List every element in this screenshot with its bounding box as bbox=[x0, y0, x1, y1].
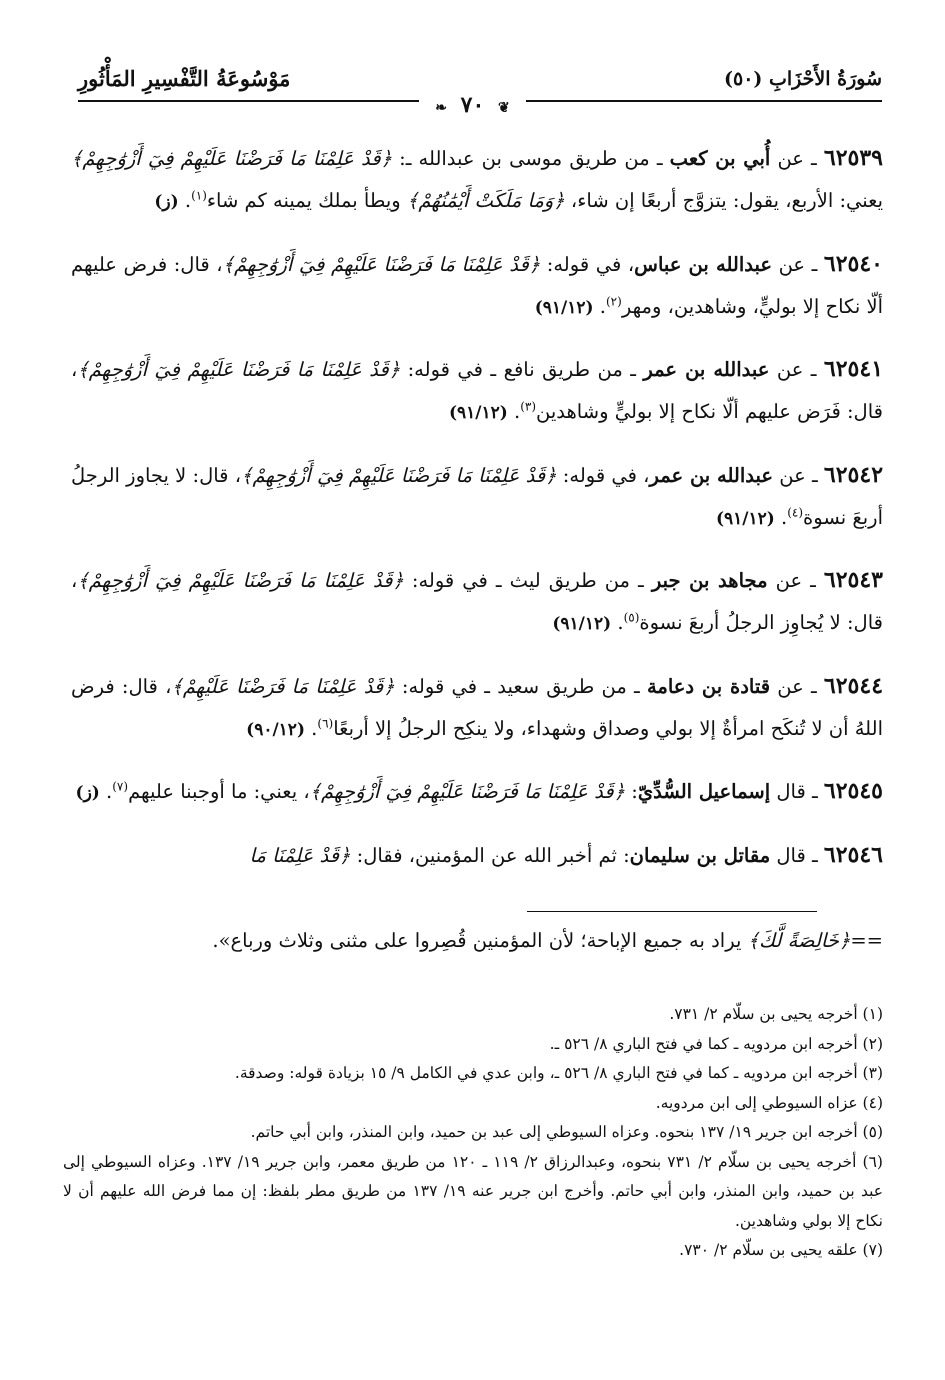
entry-text: : ثم أخبر الله عن المؤمنين، فقال: bbox=[350, 843, 630, 867]
entry-intro: ـ عن bbox=[770, 674, 824, 698]
entry-number: ٦٢٥٤٣ bbox=[823, 567, 883, 593]
entry-text: ، قال: فرض اللهُ أن لا تُنكَح امرأةٌ إلا بولي وصداق وشهداء، ولا ينكِح الرجلُ إلا أربعًا bbox=[71, 674, 883, 740]
sura-title: سُورَةُ الأَحْزَابِ (٥٠) bbox=[723, 68, 882, 90]
footnote: (٧) علقه يحيى بن سلّام ٢/ ٧٣٠. bbox=[679, 1241, 883, 1259]
quran-quote: ﴿قَدْ عَلِمْنَا مَا فَرَضْنَا عَلَيْهِمْ فِيٓ أَزْوَٰجِهِمْ﴾ bbox=[309, 780, 626, 803]
footnote: (٣) أخرجه ابن مردويه ـ كما في فتح الباري ٨/ ٥٢٦ ـ، وابن عدي في الكامل ٩/ ١٥ بزيادة قوله: وصدقة. bbox=[234, 1064, 883, 1082]
narrator-name: مقاتل بن سليمان bbox=[629, 843, 771, 867]
quran-quote: ﴿قَدْ عَلِمْنَا مَا فَرَضْنَا عَلَيْهِمْ﴾ bbox=[171, 674, 395, 698]
quran-quote: ﴿قَدْ عَلِمْنَا مَا فَرَضْنَا عَلَيْهِمْ فِيٓ أَزْوَٰجِهِمْ﴾ bbox=[241, 463, 557, 487]
entry bbox=[71, 665, 883, 751]
footnote-marker: (٧) bbox=[112, 779, 129, 794]
page-number: ٧٠ bbox=[460, 92, 485, 118]
entry-text: ، في قوله: bbox=[556, 463, 650, 487]
entry bbox=[71, 834, 883, 877]
entry-text: ويطأ بملك يمينه كم شاء bbox=[206, 189, 407, 212]
volume-reference: (٩١/١٢) bbox=[715, 508, 775, 529]
entry-text: ـ من طريق ليث ـ في قوله: bbox=[403, 569, 652, 592]
entry-intro: ـ عن bbox=[769, 358, 824, 381]
entry-text: ـ من طريق نافع ـ في قوله: bbox=[400, 358, 644, 381]
entry bbox=[71, 454, 883, 540]
entry-intro: ـ قال bbox=[770, 843, 824, 867]
entry-text: . bbox=[507, 400, 521, 423]
entry-text: ، قال: فَرَض عليهم ألّا نكاح إلا بوليٍّ وشاهدين bbox=[71, 358, 883, 423]
quran-quote: ﴿قَدْ عَلِمْنَا مَا فَرَضْنَا عَلَيْهِمْ فِيٓ أَزْوَٰجِهِمْ﴾ bbox=[71, 147, 392, 170]
footnote-marker: (٤) bbox=[787, 505, 804, 519]
narrator-name: عبدالله بن عمر bbox=[649, 463, 774, 487]
entry-text: ، في قوله: bbox=[540, 252, 635, 276]
entry-text: ، قال: لا يجاوز الرجلُ أربعَ نسوة bbox=[71, 463, 883, 529]
footnote-marker: (٢) bbox=[605, 294, 622, 308]
narrator-name: عبدالله بن عمر bbox=[643, 358, 770, 381]
entry-intro: ـ عن bbox=[767, 569, 824, 592]
continuation-marker: == bbox=[850, 929, 883, 952]
volume-reference: (ز) bbox=[75, 783, 100, 803]
entry-text: ، قال: لا يُجاوِز الرجلُ أربعَ نسوة bbox=[71, 569, 883, 634]
book-title: مَوْسُوعَةُ التَّفْسِيرِ المَأْثُورِ bbox=[78, 66, 291, 91]
footnote: (٢) أخرجه ابن مردويه ـ كما في فتح الباري ٨/ ٥٢٦ ـ. bbox=[549, 1034, 883, 1053]
footnote-separator bbox=[527, 911, 817, 912]
footnote: (٤) عزاه السيوطي إلى ابن مردويه. bbox=[655, 1093, 883, 1112]
quran-quote: ﴿خَالِصَةً لَّكَ﴾ bbox=[747, 929, 851, 952]
entry bbox=[71, 559, 883, 645]
volume-reference: (٩١/١٢) bbox=[534, 297, 594, 318]
entry-number: ٦٢٥٣٩ bbox=[823, 145, 883, 171]
footnote-marker: (٣) bbox=[520, 399, 537, 414]
entry-text: : bbox=[625, 780, 638, 803]
entry-number: ٦٢٥٤٢ bbox=[823, 461, 884, 488]
entry bbox=[71, 348, 883, 434]
ornament-icon: ❧ bbox=[435, 100, 447, 116]
narrator-name: مجاهد بن جبر bbox=[651, 569, 768, 592]
quran-quote: ﴿وَمَا مَلَكَتْ أَيْمَٰنُهُمْ﴾ bbox=[406, 189, 565, 212]
entry-number: ٦٢٥٤٤ bbox=[823, 672, 884, 699]
entry-number: ٦٢٥٤٠ bbox=[823, 250, 883, 277]
footnote: (٦) أخرجه يحيى بن سلّام ٢/ ٧٣١ بنحوه، وعبدالرزاق ٢/ ١١٩ ـ ١٢٠ من طريق معمر، وابن جرير ١٩/ ١٣٧. وعزاه السيوطي إلى عبد بن حميد، وابن المنذر، وابن أبي حاتم. وأخرج ابن جرير عنه ١٩/ ١٣٧ من طريق مطر بلفظ: إن مما فرض الله عليهم أن لا نكاح إلا بولي وشاهدين. bbox=[63, 1152, 884, 1230]
quran-quote: ﴿قَدْ عَلِمْنَا مَا فَرَضْنَا عَلَيْهِمْ فِيٓ أَزْوَٰجِهِمْ﴾ bbox=[77, 358, 401, 381]
entry bbox=[71, 137, 883, 223]
entry-text: . bbox=[304, 716, 318, 740]
quran-quote: ﴿قَدْ عَلِمْنَا مَا فَرَضْنَا عَلَيْهِمْ فِيٓ أَزْوَٰجِهِمْ﴾ bbox=[222, 252, 541, 276]
quran-quote: ﴿قَدْ عَلِمْنَا مَا bbox=[249, 843, 351, 867]
footnotes bbox=[63, 1000, 883, 1266]
narrator-name: إسماعيل السُّدِّيّ bbox=[637, 780, 771, 803]
footnote-continuation bbox=[63, 920, 883, 962]
footnote-marker: (٥) bbox=[623, 610, 640, 625]
entry bbox=[71, 770, 883, 814]
volume-reference: (٩٠/١٢) bbox=[246, 719, 305, 740]
narrator-name: عبدالله بن عباس bbox=[634, 252, 773, 276]
entry-text: ، يعني: ما أوجبنا عليهم bbox=[128, 780, 310, 803]
continuation-text: يراد به جميع الإباحة؛ لأن المؤمنين قُصِروا على مثنى وثلاث ورباع». bbox=[212, 929, 748, 952]
entry-text: ـ من طريق سعيد ـ في قوله: bbox=[394, 674, 647, 698]
entry-text: . bbox=[178, 189, 192, 212]
narrator-name: أُبي بن كعب bbox=[669, 147, 771, 170]
entry-number: ٦٢٥٤٥ bbox=[823, 778, 883, 804]
entry-text: . bbox=[611, 611, 624, 634]
footnote: (٥) أخرجه ابن جرير ١٩/ ١٣٧ بنحوه. وعزاه السيوطي إلى عبد بن حميد، وابن المنذر، وابن أبي حاتم. bbox=[250, 1123, 883, 1141]
footnote-marker: (٦) bbox=[317, 716, 334, 730]
footnote-marker: (١) bbox=[191, 188, 207, 203]
entry-intro: ـ عن bbox=[773, 463, 824, 487]
entry-intro: ـ قال bbox=[770, 780, 824, 803]
entry-intro: ـ عن bbox=[772, 252, 824, 276]
footnote: (١) أخرجه يحيى بن سلّام ٢/ ٧٣١. bbox=[669, 1005, 883, 1023]
entry-number: ٦٢٥٤١ bbox=[823, 356, 884, 382]
ornament-icon: ❦ bbox=[497, 100, 510, 116]
entry-text: ، قال: فرض عليهم ألّا نكاح إلا بوليٍّ، وشاهدين، ومهر bbox=[71, 252, 883, 318]
entry-text: يعني: الأربع، يقول: يتزوَّج أربعًا إن شاء، bbox=[564, 189, 883, 212]
entry-text: . bbox=[593, 294, 606, 318]
entry-intro: ـ عن bbox=[770, 147, 824, 170]
quran-quote: ﴿قَدْ عَلِمْنَا مَا فَرَضْنَا عَلَيْهِمْ فِيٓ أَزْوَٰجِهِمْ﴾ bbox=[77, 569, 404, 592]
page-number-row bbox=[0, 92, 945, 118]
volume-reference: (٩١/١٢) bbox=[552, 614, 612, 634]
main-text bbox=[71, 137, 883, 885]
entry bbox=[71, 243, 883, 329]
volume-reference: (٩١/١٢) bbox=[448, 403, 508, 423]
entry-text: ـ من طريق موسى بن عبدالله ـ: bbox=[392, 147, 670, 170]
entry-number: ٦٢٥٤٦ bbox=[823, 841, 883, 868]
narrator-name: قتادة بن دعامة bbox=[646, 674, 771, 698]
entry-text: . bbox=[774, 505, 788, 529]
entry-text: . bbox=[99, 780, 113, 803]
volume-reference: (ز) bbox=[154, 192, 179, 212]
page-number-box bbox=[419, 92, 525, 118]
